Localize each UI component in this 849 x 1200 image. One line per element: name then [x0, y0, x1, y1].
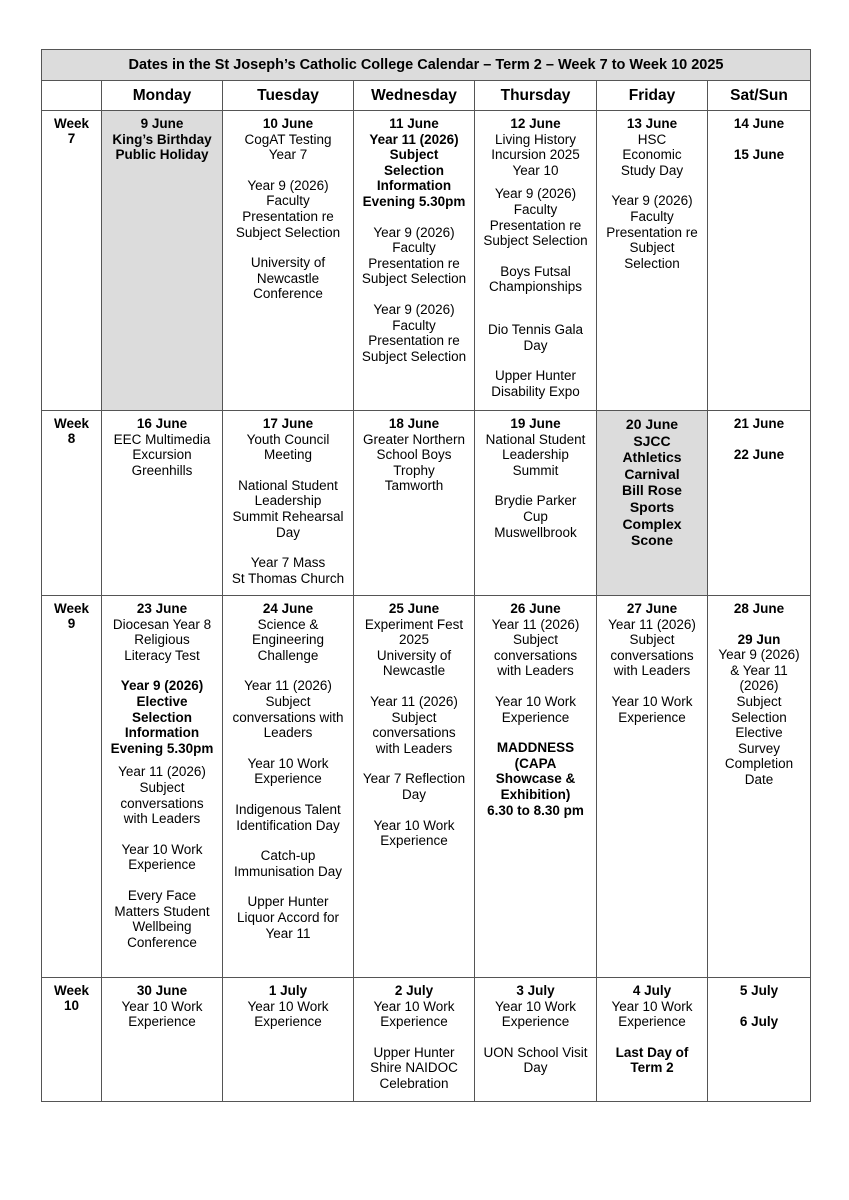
week-label: Week 10	[42, 978, 102, 1102]
event-block: Year 11 (2026) Subject conversations with Leaders	[232, 678, 344, 741]
week-row-9	[42, 596, 811, 978]
week-label: Week 7	[42, 111, 102, 411]
event-block: Indigenous Talent Identification Day	[235, 801, 341, 833]
event-block: Year 9 (2026) Faculty Presentation re Subject Selection	[235, 177, 341, 240]
date-label: 21 June	[733, 416, 785, 431]
event-block: Year 9 (2026) Faculty Presentation re Subject Selection	[483, 186, 588, 249]
day-cell-thursday: 12 June Living History Incursion 2025 Year 10 Year 9 (2026) Faculty Presentation re Subject Selection Boys Futsal Championships Dio Tennis Gala Day Upper Hunter Disability Expo	[475, 111, 597, 411]
date-label: 1 July	[268, 983, 308, 998]
event-text: Year 7	[268, 147, 308, 163]
event-block: Year 9 (2026) Faculty Presentation re Subject Selection	[606, 193, 698, 271]
event-block: Year 10 Work Experience	[121, 841, 203, 873]
date-label: 14 June	[733, 116, 785, 131]
calendar-title: Dates in the St Joseph’s Catholic College Calendar – Term 2 – Week 7 to Week 10 2025	[42, 50, 811, 81]
day-cell-friday: 4 July Year 10 Work Experience Last Day of Term 2	[597, 978, 708, 1102]
event-block: Year 9 (2026) Faculty Presentation re Subject Selection	[361, 301, 467, 364]
event-block: Year 11 (2026) Subject conversations with Leaders	[118, 764, 206, 827]
date-label: 9 June	[140, 116, 184, 131]
day-cell-tuesday: 24 June Science & Engineering Challenge Year 11 (2026) Subject conversations with Leaders Year 10 Work Experience Indigenous Talent Identification Day Catch-up Immunisation Day Upper Hunter Liquor Accord for Year 11	[223, 596, 354, 978]
date-label: 17 June	[262, 416, 314, 431]
day-cell-friday: 20 June SJCC Athletics Carnival Bill Rose Sports Complex Scone	[597, 411, 708, 596]
week-label: Week 9	[42, 596, 102, 978]
event-block: Dio Tennis Gala Day	[487, 321, 584, 353]
day-cell-weekend	[708, 978, 811, 1102]
date-label: 18 June	[388, 416, 440, 431]
date-label: 6 July	[739, 1013, 779, 1029]
day-cell-wednesday: 18 June Greater Northern School Boys Trophy Tamworth	[354, 411, 475, 596]
event-block: Year 10 Work Experience	[247, 755, 329, 787]
event-block: Year 11 (2026) Subject conversations with Leaders	[370, 693, 458, 756]
date-label: 25 June	[388, 601, 440, 616]
day-cell-weekend	[708, 111, 811, 411]
date-label: 12 June	[510, 116, 561, 131]
date-label: 27 June	[626, 601, 678, 616]
date-label: 10 June	[262, 116, 314, 131]
event-block: National Student Leadership Summit Rehearsal Day	[232, 477, 344, 540]
event-block: Year 7 Reflection Day	[362, 771, 466, 802]
day-cell-weekend: 28 June 29 Jun Year 9 (2026) & Year 11 (2026) Subject Selection Elective Survey Completion Date	[708, 596, 811, 978]
event-block: Year 10 Work Experience	[373, 817, 455, 849]
event-block: Every Face Matters Student Wellbeing Conference	[114, 887, 210, 950]
day-cell-wednesday: 2 July Year 10 Work Experience Upper Hunter Shire NAIDOC Celebration	[354, 978, 475, 1102]
day-cell-wednesday: 25 June Experiment Fest 2025 University of Newcastle Year 11 (2026) Subject conversations with Leaders Year 7 Reflection Day Year 10 Work Experience	[354, 596, 475, 978]
day-cell-monday: 30 June Year 10 Work Experience	[102, 978, 223, 1102]
event-block: Boys Futsal Championships	[488, 263, 583, 295]
date-label: 15 June	[733, 146, 785, 162]
event-block: Year 9 (2026) Faculty Presentation re Subject Selection	[361, 224, 467, 287]
day-cell-thursday: 26 June Year 11 (2026) Subject conversations with Leaders Year 10 Work Experience MADDNESS (CAPA Showcase & Exhibition) 6.30 to 8.30 pm	[475, 596, 597, 978]
week-row-8	[42, 411, 811, 596]
event-text: Public Holiday	[115, 147, 209, 163]
date-label: 13 June	[626, 116, 678, 131]
day-cell-friday: 13 June HSC Economic Study Day Year 9 (2026) Faculty Presentation re Subject Selection	[597, 111, 708, 411]
date-label: 29 Jun	[737, 631, 781, 647]
date-label: 3 July	[516, 983, 555, 998]
date-label: 4 July	[632, 983, 672, 998]
date-label: 11 June	[389, 116, 439, 131]
week-row-10	[42, 978, 811, 1102]
day-header-monday: Monday	[102, 81, 223, 111]
event-block: Year 10 Work Experience	[494, 693, 577, 725]
day-header-row	[42, 81, 811, 111]
day-cell-tuesday: 1 July Year 10 Work Experience	[223, 978, 354, 1102]
event-block: Last Day of Term 2	[615, 1044, 689, 1076]
day-cell-monday	[102, 111, 223, 411]
week-row-7	[42, 111, 811, 411]
day-header-weekend: Sat/Sun	[708, 81, 811, 111]
event-block: Year 10 Work Experience	[611, 693, 693, 725]
day-header-friday: Friday	[597, 81, 708, 111]
day-header-thursday: Thursday	[475, 81, 597, 111]
date-label: 20 June	[625, 416, 679, 432]
event-block: Year 7 Mass St Thomas Church	[231, 555, 345, 586]
day-cell-wednesday: 11 June Year 11 (2026) Subject Selection Information Evening 5.30pm Year 9 (2026) Faculty Presentation re Subject Selection Year 9 (2026) Faculty Presentation re Subject Selection	[354, 111, 475, 411]
date-label: 2 July	[394, 983, 434, 998]
date-label: 26 June	[510, 601, 561, 616]
date-label: 22 June	[733, 446, 785, 462]
day-cell-tuesday	[223, 111, 354, 411]
event-block: Catch-up Immunisation Day	[233, 848, 343, 879]
day-header-wednesday: Wednesday	[354, 81, 475, 111]
calendar-table	[41, 49, 811, 1102]
day-cell-friday: 27 June Year 11 (2026) Subject conversations with Leaders Year 10 Work Experience	[597, 596, 708, 978]
day-cell-monday: 23 June Diocesan Year 8 Religious Literacy Test Year 9 (2026) Elective Selection Information Evening 5.30pm Year 11 (2026) Subject conversations with Leaders Year 10 Work Experience Every Face Matters Student Wellbeing Conference	[102, 596, 223, 978]
day-cell-weekend	[708, 411, 811, 596]
event-block: Brydie Parker Cup Muswellbrook	[494, 493, 577, 540]
event-block: University of Newcastle Conference	[250, 255, 326, 302]
date-label: 19 June	[510, 416, 561, 431]
day-cell-monday: 16 June EEC Multimedia Excursion Greenhills	[102, 411, 223, 596]
week-label: Week 8	[42, 411, 102, 596]
event-block: Upper Hunter Disability Expo	[491, 368, 580, 399]
date-label: 24 June	[262, 601, 314, 616]
date-label: 30 June	[136, 983, 188, 998]
date-label: 23 June	[136, 601, 188, 616]
day-cell-thursday: 19 June National Student Leadership Summit Brydie Parker Cup Muswellbrook	[475, 411, 597, 596]
event-block: Upper Hunter Liquor Accord for Year 11	[236, 894, 340, 941]
event-block: Year 9 (2026) Elective Selection Information Evening 5.30pm	[110, 678, 214, 756]
day-cell-thursday: 3 July Year 10 Work Experience UON School Visit Day	[475, 978, 597, 1102]
event-block: MADDNESS (CAPA Showcase & Exhibition) 6.30 to 8.30 pm	[487, 740, 584, 818]
event-text: CogAT Testing	[244, 131, 332, 147]
date-label: 16 June	[136, 416, 188, 431]
event-text: King’s Birthday	[112, 131, 212, 147]
day-header-tuesday: Tuesday	[223, 81, 354, 111]
corner-cell	[42, 81, 102, 111]
date-label: 5 July	[739, 983, 779, 998]
event-block: UON School Visit Day	[483, 1044, 588, 1076]
date-label: 28 June	[733, 601, 785, 616]
day-cell-tuesday: 17 June Youth Council Meeting National Student Leadership Summit Rehearsal Day Year 7 Mass St Thomas Church	[223, 411, 354, 596]
event-block: Upper Hunter Shire NAIDOC Celebration	[370, 1044, 458, 1091]
